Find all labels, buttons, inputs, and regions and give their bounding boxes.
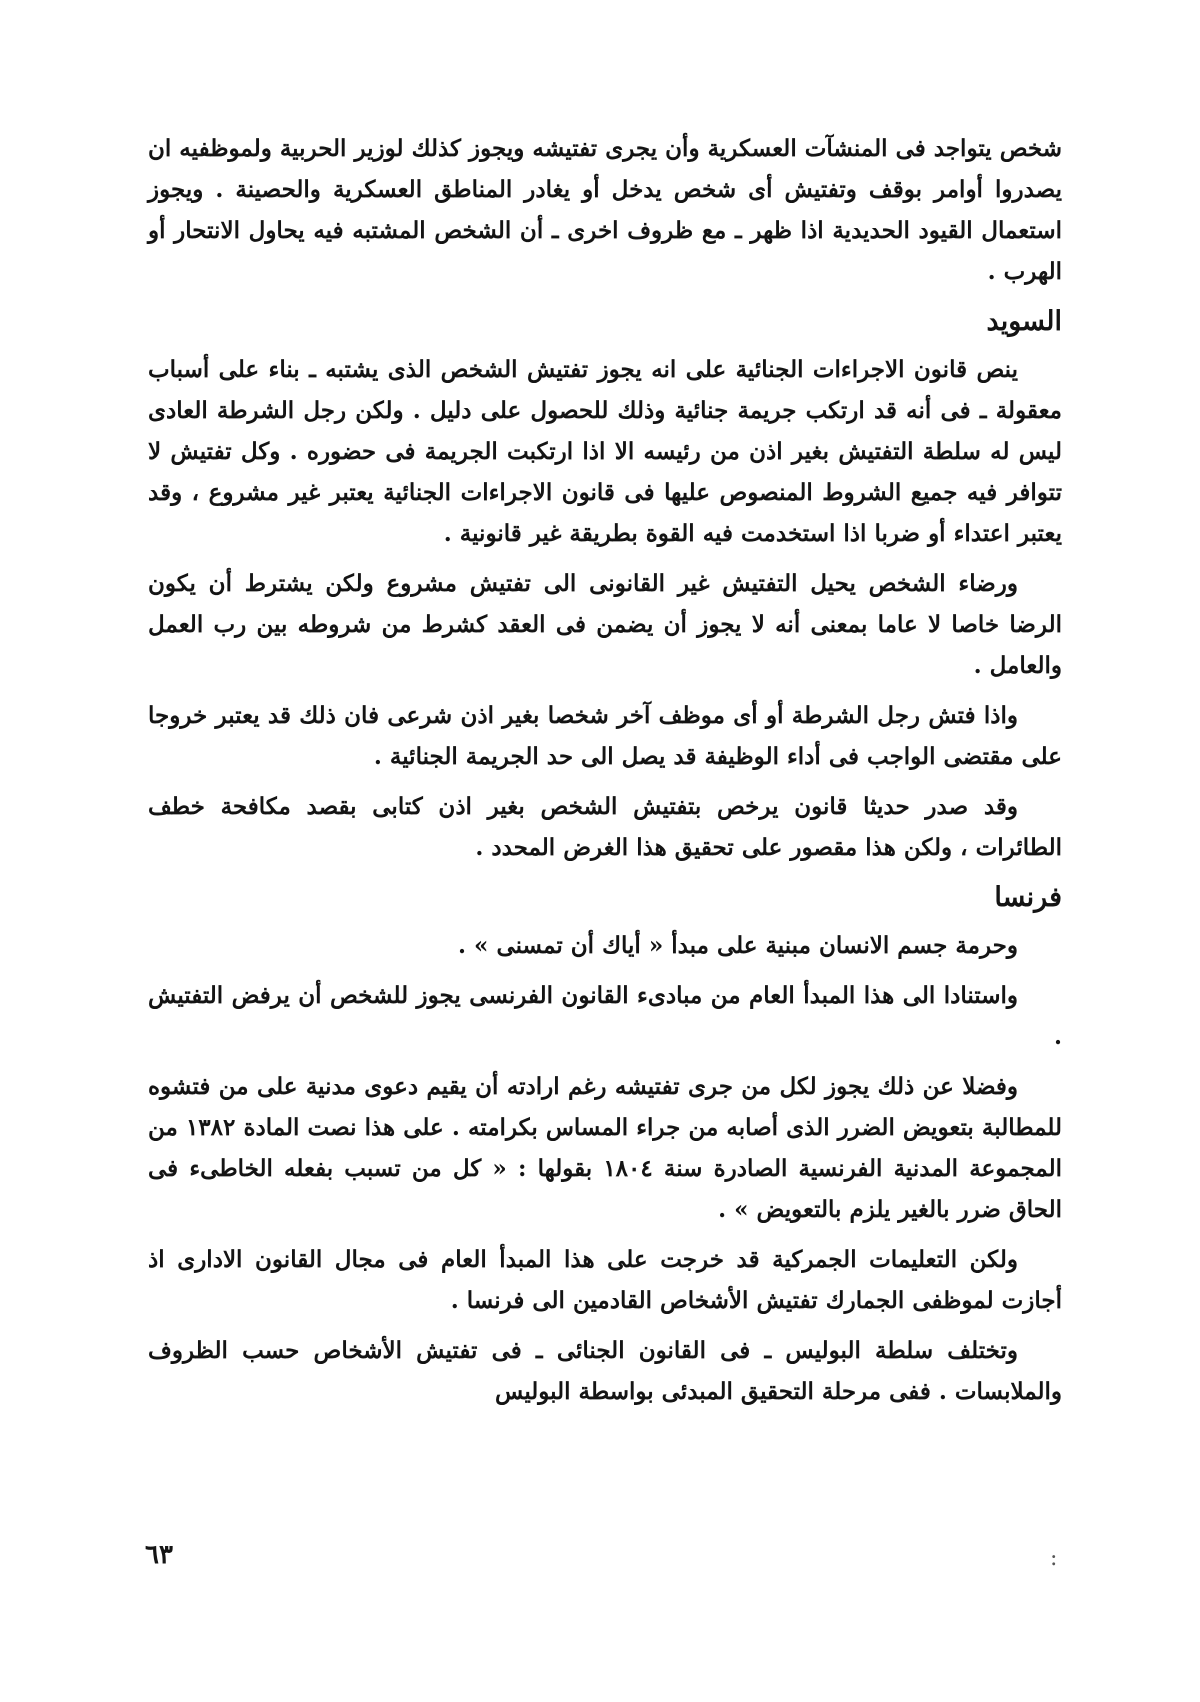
paragraph-10: وتختلف سلطة البوليس ـ فى القانون الجنائى ـ فى تفتيش الأشخاص حسب الظروف والملابسات . ففى مرحلة التحقيق المبدئى بواسطة البوليس [148,1337,1062,1405]
paragraph-2: ينص قانون الاجراءات الجنائية على انه يجوز تفتيش الشخص الذى يشتبه ـ بناء على أسباب معقولة ـ فى أنه قد ارتكب جريمة جنائية وذلك للحصول على دليل . ولكن رجل الشرطة العادى ليس له سلطة التفتيش بغير اذن من رئيسه الا اذا ارتكبت الجريمة فى حضوره . وكل تفتيش لا تتوافر فيه جميع الشروط المنصوص عليها فى قانون الاجراءات الجنائية يعتبر غير مشروع ، وقد يعتبر اعتداء أو ضربا اذا استخدمت فيه القوة بطريقة غير قانونية . [148,356,1062,547]
paragraph-3: ورضاء الشخص يحيل التفتيش غير القانونى الى تفتيش مشروع ولكن يشترط أن يكون الرضا خاصا لا عاما بمعنى أنه لا يجوز أن يضمن فى العقد كشرط من شروطه بين رب العمل والعامل . [148,570,1062,679]
paragraph-8: وفضلا عن ذلك يجوز لكل من جرى تفتيشه رغم ارادته أن يقيم دعوى مدنية على من فتشوه للمطالبة بتعويض الضرر الذى أصابه من جراء المساس بكرامته . على هذا نصت المادة ١٣٨٢ من المجموعة المدنية الفرنسية الصادرة سنة ١٨٠٤ بقولها : « كل من تسبب بفعله الخاطىء فى الحاق ضرر بالغير يلزم بالتعويض » . [148,1073,1062,1223]
paragraph-5: وقد صدر حديثا قانون يرخص بتفتيش الشخص بغير اذن كتابى بقصد مكافحة خطف الطائرات ، ولكن هذا مقصور على تحقيق هذا الغرض المحدد . [148,793,1062,861]
section-heading-sweden: السويد [986,306,1062,337]
paragraph-6: وحرمة جسم الانسان مبنية على مبدأ « أياك أن تمسنى » . [458,932,1018,959]
paragraph-9: ولكن التعليمات الجمركية قد خرجت على هذا المبدأ العام فى مجال القانون الادارى اذ أجازت لموظفى الجمارك تفتيش الأشخاص القادمين الى فرنسا . [148,1246,1062,1314]
paragraph-7: واستنادا الى هذا المبدأ العام من مبادىء القانون الفرنسى يجوز للشخص أن يرفض التفتيش . [148,982,1062,1050]
paragraph-4: واذا فتش رجل الشرطة أو أى موظف آخر شخصا بغير اذن شرعى فان ذلك قد يعتبر خروجا على مقتضى الواجب فى أداء الوظيفة قد يصل الى حد الجريمة الجنائية . [148,702,1062,770]
page-number: ٦٣ [145,1540,173,1570]
body-text [148,128,1062,1421]
margin-mark: : [1050,1546,1058,1571]
paragraph-1: شخص يتواجد فى المنشآت العسكرية وأن يجرى تفتيشه ويجوز كذلك لوزير الحربية ولموظفيه ان يصدروا أوامر بوقف وتفتيش أى شخص يدخل أو يغادر المناطق العسكرية والحصينة . ويجوز استعمال القيود الحديدية اذا ظهر ـ مع ظروف اخرى ـ أن الشخص المشتبه فيه يحاول الانتحار أو الهرب . [148,135,1062,285]
section-heading-france: فرنسا [994,882,1062,913]
